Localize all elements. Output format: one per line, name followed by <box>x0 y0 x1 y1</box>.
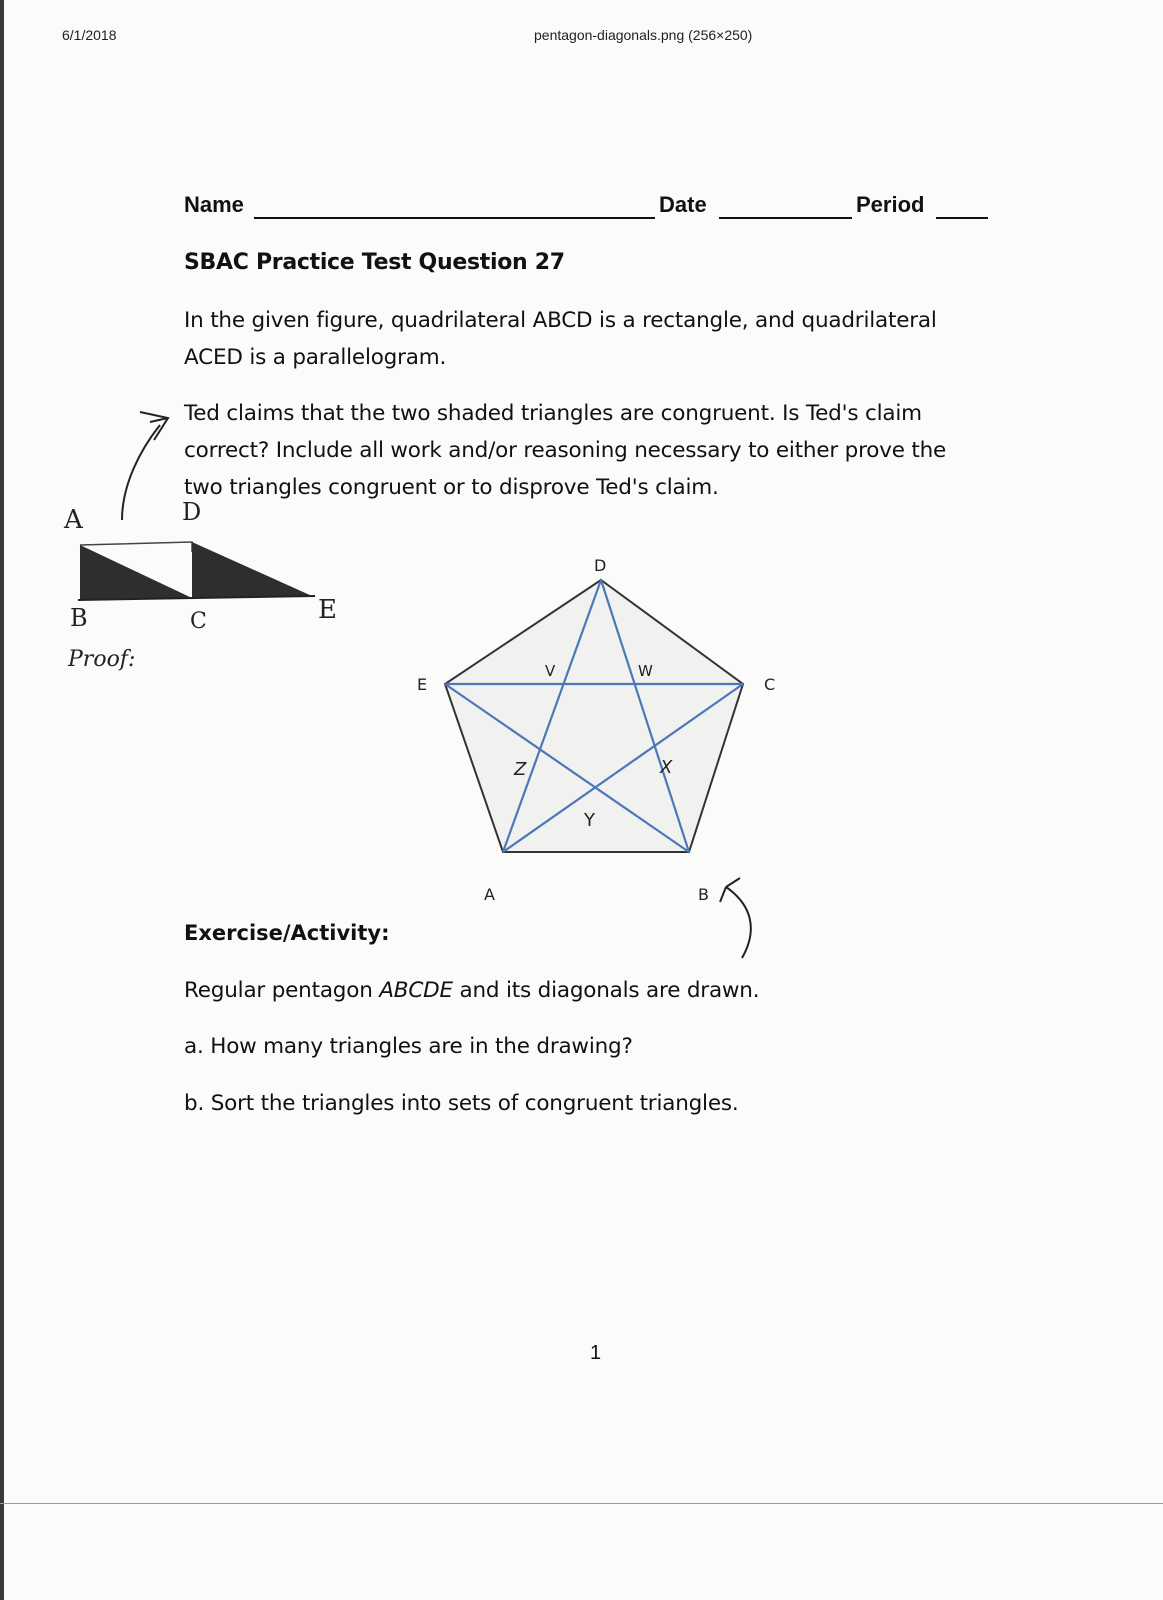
shaded-triangle-left <box>80 545 192 600</box>
intersection-label-v: V <box>545 662 556 680</box>
hand-arrow-head <box>140 412 168 440</box>
exercise-question-b: b. Sort the triangles into sets of congruent triangles. <box>184 1091 739 1116</box>
pentagon-diagram <box>400 550 800 910</box>
print-date: 6/1/2018 <box>62 27 117 43</box>
exercise-intro-before: Regular pentagon <box>184 978 380 1003</box>
scan-bottom-rule <box>0 1503 1163 1504</box>
exercise-question-a: a. How many triangles are in the drawing? <box>184 1034 633 1059</box>
rectangle-top <box>80 542 192 552</box>
name-date-period-row <box>184 192 989 222</box>
question-paragraph-2: Ted claims that the two shaded triangles are congruent. Is Ted's claim correct? Include all work and/or reasoning necessary to either prove the two triangles congruent or to disprove Ted's claim. <box>184 401 947 500</box>
vertex-label-a: A <box>484 885 495 904</box>
exercise-intro-after: and its diagonals are drawn. <box>452 978 760 1003</box>
handwritten-sketch <box>50 400 370 690</box>
name-label: Name <box>184 192 244 217</box>
shaded-triangle-right <box>192 542 312 598</box>
sketch-label-b: B <box>70 604 88 632</box>
sketch-label-a: A <box>64 505 83 535</box>
exercise-intro <box>184 978 759 1003</box>
vertex-label-e: E <box>417 675 428 694</box>
exercise-pentagon-name: ABCDE <box>379 978 453 1003</box>
question-paragraph-1: In the given figure, quadrilateral ABCD is a rectangle, and quadrilateral ACED is a parallelogram. <box>184 308 937 370</box>
sketch-label-d: D <box>182 498 202 526</box>
scan-edge <box>0 0 4 1600</box>
hand-arrow-to-b <box>720 878 751 958</box>
question-title: SBAC Practice Test Question 27 <box>184 250 565 275</box>
date-blank <box>719 217 852 219</box>
date-label: Date <box>659 192 707 217</box>
intersection-label-x: X <box>660 757 673 778</box>
sketch-label-c: C <box>190 609 207 634</box>
period-blank <box>936 217 988 219</box>
proof-label: Proof: <box>68 647 136 672</box>
period-label: Period <box>856 192 925 217</box>
intersection-label-z: Z <box>514 759 527 780</box>
page-number: 1 <box>590 1342 602 1364</box>
print-filename: pentagon-diagonals.png (256×250) <box>534 27 753 43</box>
sketch-label-e: E <box>318 595 337 625</box>
intersection-label-w: W <box>638 662 653 680</box>
name-blank <box>254 217 655 219</box>
exercise-title: Exercise/Activity: <box>184 921 390 945</box>
intersection-label-y: Y <box>584 810 595 831</box>
vertex-label-b: B <box>698 885 709 904</box>
vertex-label-d: D <box>594 556 607 575</box>
vertex-label-c: C <box>764 675 776 694</box>
